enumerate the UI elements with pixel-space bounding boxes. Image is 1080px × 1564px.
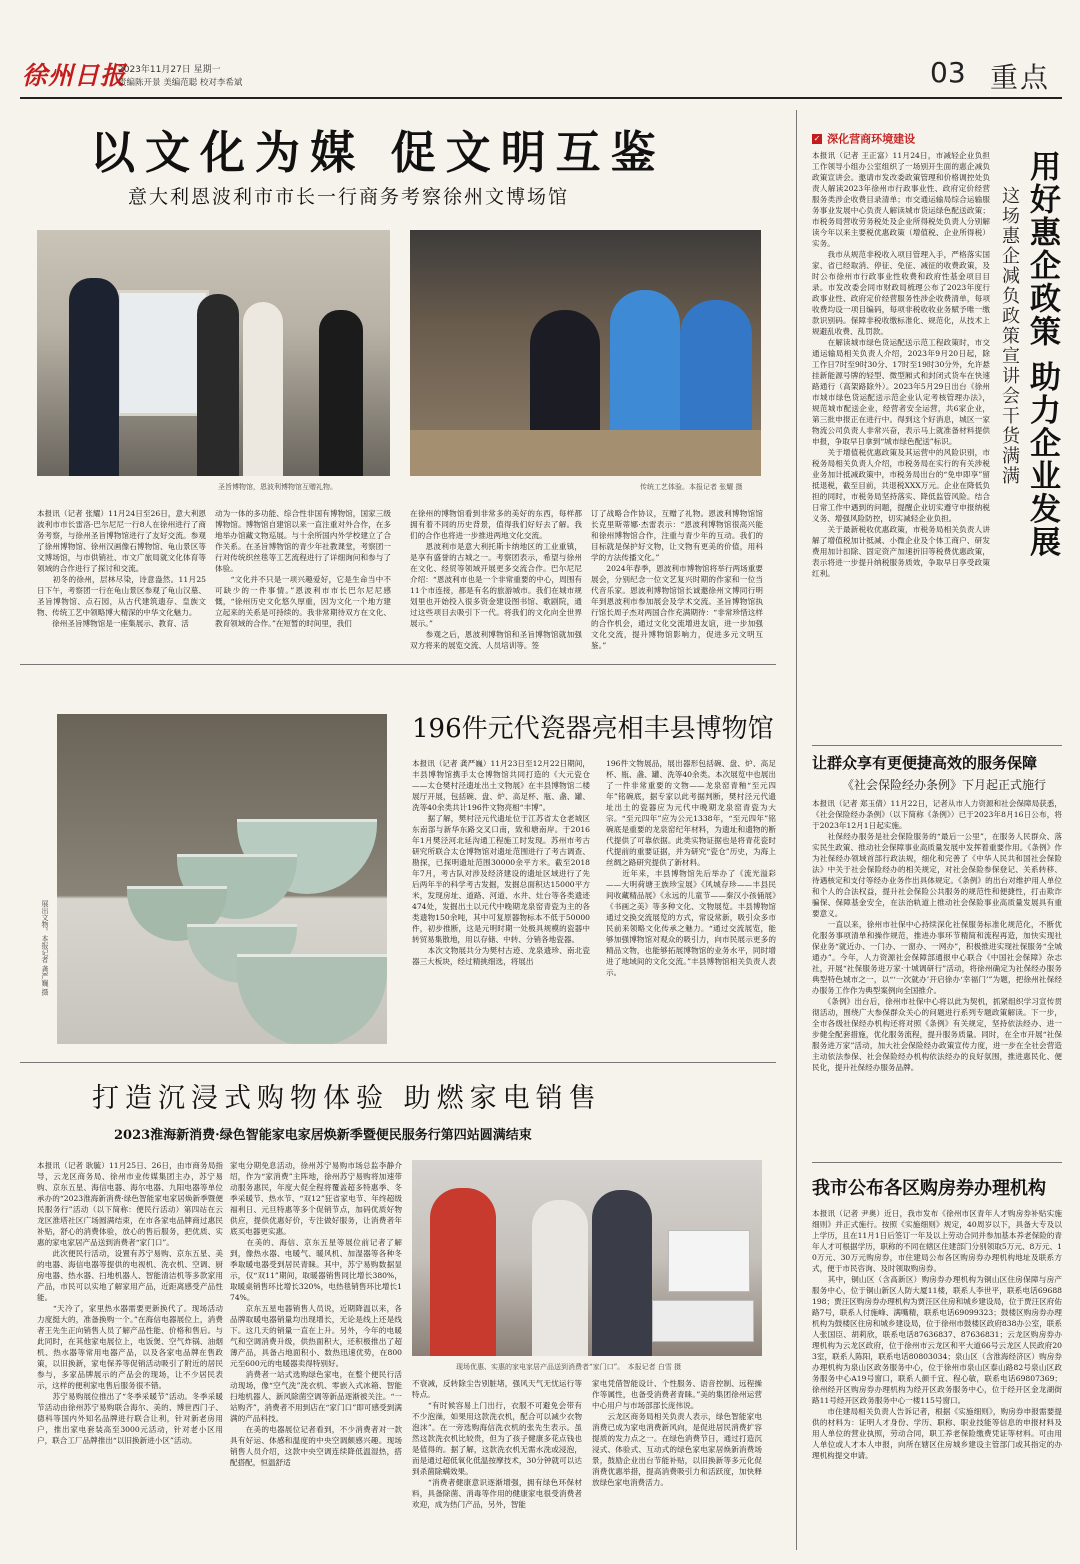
article2-photo-porcelain	[57, 714, 387, 1044]
article3-col3: 不衰减，反转除尘告别脏堵，强风天气无忧运行等特点。 “有时候容易上门出行，衣服不可避免会带有不少泡澡，如果用这款洗衣机，配合可以减少衣物泡沫”。在一旁选购海信洗衣机的张先生表示。虽然这款洗衣机比较贵，但为了孩子健康多花点钱也是值得的。据了解，这款洗衣机无需水洗或浸泡，而是通过超低氧化低温按摩技术，30分钟就可以达到杀菌除螨效果。 “消费者健康意识逐渐增强，拥有绿色环保材料，具备除菌、消毒等作用的健康家电很受消费者欢迎，成为热门产品，另外，智能	[412, 1379, 582, 1509]
article1-bottom-rule	[20, 664, 776, 665]
sidebar1-title: 用好惠企政策 助力企业发展	[1024, 150, 1060, 559]
sidebar2-title: 让群众享有更便捷高效的服务保障	[812, 754, 1038, 772]
article1-subtitle: 意大利恩波利市市长一行商务考察徐州文博场馆	[128, 186, 570, 208]
masthead	[0, 0, 1080, 96]
painting-icon	[117, 290, 209, 416]
person-figure	[430, 1188, 496, 1356]
page-number: 03	[930, 56, 966, 89]
article3-photo-shopping	[412, 1160, 762, 1356]
page-section: 重点	[990, 61, 1051, 94]
person-figure	[592, 1190, 652, 1356]
checkbox-icon: ✓	[813, 133, 821, 143]
bowl-icon	[237, 954, 387, 1044]
masthead-logo: 徐州日报	[22, 61, 127, 90]
table-surface	[410, 430, 761, 476]
sidebar1-subtitle: 这场惠企减负政策宣讲会干货满满	[999, 186, 1020, 486]
article3-col4: 家电凭借智能设计、个性服务、语音控制、远程操作等属性，也备受消费者青睐。”美的集团徐州运营中心用户与市场部部长庞伟说。 云龙区商务局相关负责人表示，绿色智能家电消费已成为家电消费新风向，是促进居民消费扩容提质的发力点之一。在绿色消费节日，通过打造沉浸式、体验式、互动式的绿色家电家居焕新消费场景，鼓励企业出台节能补贴，以旧换新等多元化促消费优惠举措，提高消费吸引力和活跃度，加快释放绿色家电消费活力。	[592, 1379, 762, 1487]
person-figure	[532, 1200, 588, 1356]
sidebar1-tag	[812, 128, 915, 147]
article2-bottom-rule	[20, 1062, 776, 1063]
person-figure	[319, 310, 363, 476]
article3-photo-caption: 现场优惠、实惠的家电家居产品送到消费者“家门口”。 本报记者 白雪 摄	[456, 1363, 682, 1371]
person-figure	[197, 294, 239, 476]
article3-subtitle: 2023淮海新消费·绿色智能家电家居焕新季暨便民服务行第四站圆满结束	[114, 1128, 532, 1143]
article2-photo-caption: 展出文物。本报记者 龚严巍 摄	[41, 900, 49, 996]
article1-photo1-caption: 圣旨博物馆，恩波利博物馆互赠礼物。	[218, 483, 337, 491]
sidebar2-body: 本报讯（记者 郑玉倩）11月22日，记者从市人力资源和社会保障局获悉，《社会保险经办条例》（以下简称《条例》）已于2023年8月16日公布，将于2023年12月1日起实施。 社保经办服务是社会保险服务的“最后一公里”，在服务人民群众、落实民生政策、推动社会保障事业高质量发展中发挥着重要作用。《条例》作为社保经办领域首部行政法规，细化和完善了《中华人民共和国社会保险法》中关于社会保险经办的相关规定，对社会保险参保登记、关系转移、待遇核定和支付等经办业务作出具体规定。《条例》的出台对维护用人单位和个人的合法权益，提升社会保险公共服务的规范性和便捷性，打击欺诈骗保、保障基金安全，在法治轨道上推动社会保险事业高质量发展具有重要意义。 一直以来，徐州市社保中心持续深化社保服务标准化规范化，不断优化服务事项清单和操作规范，推进办事环节精简和流程再造，加快实现社保业务“就近办、一门办、一窗办、一网办”，积极推进实现社保服务“全城通办”。今年，人力资源社会保障部通报中心联合《中国社会保障》杂志社，开展“社保服务进万家·十城调研行”活动，将徐州确定为社保经办服务典型特色城市之一，以“‘一次就办’开启徐办‘幸福门’”为题，把徐州社保经办服务工作作为典型案例向全国推介。 《条例》出台后，徐州市社保中心将以此为契机，抓紧组织学习宣传贯彻活动，围绕广大参保群众关心的问题进行系列专题政策解读。下一步，全市各级社保经办机构还将对照《条例》有关规定，坚持依法经办、进一步健全配套措施，优化服务流程，提升服务质量。同时，在全市开展“社保服务进万家”活动，加大社会保险经办政策宣传力度，进一步在全社会营造主动依法参保、社会保险经办机构依法经办的良好氛围，推进惠民化、便民化，提升社保经办服务品牌。	[812, 799, 1062, 1072]
sidebar3-body: 本报讯（记者 尹奥）近日，我市发布《徐州市区青年人才购房券补贴实施细则》并正式施行。按照《实施细则》规定，40周岁以下，具备大专及以上学历，且在11月1日后签订一年及以上劳动合同并参加基本养老保险的青年人才可根据学历，职称的不同在辖区住建部门分别领取5万元、8万元、10万元、30万元购房券，市住建局公布各区购房券办理机构地址及联系方式，便于市民咨询、及时领取购房券。 其中，铜山区（含高新区）购房券办理机构为铜山区住房保障与房产服务中心，位于铜山新区人防大厦11楼，联系人李世平，联系电话69688198；贾汪区购房券办理机构为贾汪区住房和城乡建设局，位于贾汪区府佑路7号，联系人付施峰、满嘴精，联系电话69099323；鼓楼区购房券办理机构为鼓楼区住房和城乡建设局，位于徐州市鼓楼区政府838办公室，联系人张国臣、胡莉欣，联系电话87636837、87636831；云龙区购房券办理机构为云龙区政府，位于徐州市云龙区和平大道66号云龙区人民政府203室，联系人陈阳，联系电话80803034；泉山区（含淮海经济区）购房券办理机构为泉山区政务服务中心，位于徐州市泉山区泰山路82号泉山区政务服务中心A19号窗口，联系人颜千宜、程心敏，联系电话69807369；徐州经开区购房券办理机构为经开区政务服务中心，位于经开区金龙湖街路11号经开区政务服务中心一楼115号窗口。 市住建局相关负责人告诉记者，根据《实施细则》，购房券申报需要提供的材料为：证明人才身份、学历、职称、职业技能等信息的申报材料及用人单位的营业执照，劳动合同，职工养老保险缴费凭证等材料。可由用人单位或人才本人申报，向所在辖区住房城乡建设主管部门或其指定的办理机构提交申请。	[812, 1209, 1062, 1460]
article1-photo-craft-experience	[410, 230, 761, 476]
article1-col4: 订了战略合作协议，互赠了礼物。恩波利博物馆馆长克里斯蒂娜·杰雷表示：“恩波利博物馆很高兴能和徐州博物馆合作，注重与青少年的互动。我们的目标就是保护好文物，让文物有更美的价值，用科学的方法传播文化。” 2024年春季，恩波利市博物馆将举行两场重要展会，分别纪念一位文艺复兴时期的作家和一位当代音乐家。恩波利博物馆馆长诚邀徐州文博同行明年到恩波利市参加展会及学术交流。圣旨博物馆执行馆长周子杰对两国合作充满期待：“非常珍惜这样的合作机会，通过文化交流增进友谊，进一步加强文化交流，提升博物馆影响力，促进多元文明互鉴。”	[591, 509, 763, 650]
sidebar2-subtitle: 《社会保险经办条例》下月起正式施行	[842, 778, 1047, 792]
masthead-editors: 责编陈开景 美编范聪 校对李希斌	[118, 78, 243, 88]
article2-col1: 本报讯（记者 龚严巍）11月23日至12月22日期间，丰县博物馆携手太仓博物馆共同打造的《大元瓷仓——太仓樊村泾遗址出土文物展》在丰县博物馆二楼展厅开展，包括碗、盘、炉、高足杯、瓶、盏、罐、洗等40余类共计196件文物亮相“丰博”。 据了解，樊村泾元代遗址位于江苏省太仓老城区东南部与新华东路交叉口南，致和塘南岸。于2016年1月樊泾河北延沟通工程施工时发现。苏州市考古研究所联合太仓博物馆对遗址范围进行了考古调查、勘探，已探明遗址范围30000余平方米。截至2018年7月，考古队对涉及经济建设的遗址区域进行了先后两年半的科学考古发掘，发掘总面积达15000平方米，发现房址、道路、河道、水井、灶台等各类遗迹474处，发掘出土以元代中晚期龙泉窑青瓷为主的各类遗物150余吨，其中可复原器物标本不低于50000件，初步推断，这是元明时期一处极具规模的瓷器中转贸易集散地，用以存储、中转、分销各地瓷器。 本次文物展共分为樊村古迹、龙泉遗珍、南北瓷器三大板块，经过精挑细选，将展出	[412, 759, 590, 966]
article1-col3: 在徐州的博物馆看到非常多的美好的东西，每样都拥有着不同的历史背景，值得我们好好去了解。我们的合作也将进一步推进两地文化交流。 恩波利市是意大利托斯卡纳地区的工业重镇，是享有盛誉的古城之一。考察团表示，希望与徐州在文化、经贸等领域开展更多交流合作。巴尔尼尼介绍：“恩波利市也是一个非常重要的中心，周围有11个市连接，都是有名的旅游城市。我们在城市规划里也开始投入很多资金建设图书馆、歌剧院，通过这些项目去吸引下一代。将我们的文化向全世界展示。” 参观之后，恩波利博物馆和圣旨博物馆就加强双方将来的展览交流、人员培训等。签	[410, 509, 582, 650]
masthead-date: 2023年11月27日 星期一	[118, 65, 221, 75]
sidebar2-bottom-rule	[812, 1162, 1062, 1163]
article3-title: 打造沉浸式购物体验 助燃家电销售	[92, 1083, 602, 1114]
sidebar-divider	[796, 110, 797, 1550]
appliance-icon	[668, 1230, 750, 1292]
sidebar3-title: 我市公布各区购房券办理机构	[812, 1178, 1046, 1199]
article1-photo-gift-exchange	[37, 230, 390, 476]
sidebar1-bottom-rule	[812, 745, 1062, 746]
appliance-icon	[652, 1300, 754, 1342]
article1-col1: 本报讯（记者 张耀）11月24日至26日，意大利恩波利市市长雷洛·巴尔尼尼一行8人在徐州进行了商务考察，与徐州圣旨博物馆进行了友好交流。参观了徐州博物馆、徐州汉画像石博物馆、龟山景区等文博场馆，与市供销社、市文广旅局就文化体育等领域的合作进行了探讨和交流。 初冬的徐州，层林尽染，诗意盎然。11月25日下午，考察团一行在龟山景区参观了龟山汉墓、圣旨博物馆、点石园，从古代建筑遗存、皇族文物、传统工艺中领略博大精深的中华文化魅力。 徐州圣旨博物馆是一座集展示、教育、活	[37, 509, 206, 628]
article2-col2: 196件文物展品，展出器形包括碗、盘、炉、高足杯、瓶、盏、罐、洗等40余类。本次展览中也展出了一件非常重要的文物——龙泉窑青釉“至元四年”铭碗底，据专家以此考据判断，樊村泾元代遗址出土的瓷器应为元代中晚期龙泉窑青瓷为大宗。“至元四年”应为公元1338年，“至元四年”铭碗底是重要的龙泉窑纪年材料，为遗址和遗物的断代提供了可靠依据。此类实物证据也是将青花瓷时代提前的重要证据，并为研究“瓷仓”历史，为海上丝绸之路研究提供了新材料。 近年来，丰县博物馆先后举办了《流光溢彩——大明荷塘王族珍宝展》《风城存珍——丰县民间收藏精品展》《永远的儿童节——秦汉小孩俑展》《书画之美》等多种文化、文物展览。丰县博物馆通过交换交流展览的方式，常设常新，吸引众多市民前来领略文化传承之魅力。“通过交流展览，能够加强博物馆对观众的吸引力，向市民展示更多的精品文物，也能够拓展博物馆的业务水平，同时增进了地域间的文化交流。”丰县博物馆相关负责人表示。	[606, 759, 776, 977]
article3-col1: 本报讯（记者 耿毓）11月25日、26日，由市商务局指导，云龙区商务局、徐州市业传媒集团主办，苏宁易购、京东五星、海信电器、海尔电器、九阳电器等单位承办的“2023淮海新消费·绿色智能家电家居焕新季暨便民服务行”活动（以下简称：便民行活动）第四站在云龙区淮塔社区广场圆满结束，在市各家电品牌商过惠民补贴，舒心的消费体验，放心的售后服务，把优质、实惠的家电家居产品送到消费者“家门口”。 此次便民行活动，设置有苏宁易购、京东五星、美的电器、海信电器等提供的电视机、洗衣机、空调、厨房电器、热水器、扫地机器人、智能清洁机等多款家用产品，市民可以实地了解家用产品，近距离感受产品性能。 “天冷了，家里热水器需要更新换代了。现场活动力度挺大的，准备换购一个。”在海信电器展位上，消费者王先生正向销售人员了解产品性能、价格和售后。与此同时，在其他家电展位上，电饭煲、空气炸锅、油烟机、热水器等常用电器产品，以及各家电品牌在售政策，以旧换新，家电保养等促销活动吸引了附近的居民参与，多家品牌展示的产品会的现场，让不少居民表示，这样的便利家电售后服务很不错。 苏宁易购展位推出了“冬季采暖节”活动。冬季采暖节活动由徐州苏宁易购联合海尔、美的、博世西门子、德科等国内外知名品牌进行联合让利，针对新老房用户，推出家电套装高至3000元活动，针对老小区用户，联合工厂品牌推出“以旧换新进小区”活动。	[37, 1161, 223, 1445]
article3-col2: 家电分期免息活动，徐州苏宁易购市场总监李静介绍，作为“家消费”主阵地，徐州苏宁易购将加速带动服务惠民，年度大促全程将覆盖超多特惠季、冬季采暖节、热水节、“双12”狂省家电节、年终超级福利日、元旦特惠等多个促销节点，加码优质好物供应，提供优惠好价，专注做好服务，让消费者年底买电器更实惠。 在美的、海信、京东五星等展位前记者了解到，像热水器、电暖气、暖风机、加湿器等各种冬季取暖电器受到居民青睐。其中，苏宁易购数据显示，仅“双11”期间，取暖器销售同比增长380%，取暖桌销售环比增长320%，电热毯销售环比增长174%。 京东五星电器销售人员说，近期降温以来，各品牌取暖电器销量均出现增长，无论是线上还是线下。这几天的销量一直在上升。另外，今年的电暖气和空调消费升级，供热面积大，还积极推出了超薄产品，具备占地面积小、数热迅速优势，在800元至600元的电暖器卖得特别好。 消费者一站式选购绿色家电，在整个便民行活动现场，像“空气洗”洗衣机、零嵌入式冰箱、智能扫地机器人、新风除菌空调等新品逐渐被关注。“一站购齐”，消费者不用到店在“家门口”即可感受到满满的产品科技。 在美的电器展位记者看到，不少消费者对一款具有好运、体感和温度的中央空调颇感兴趣。现场销售人员介绍，这款中央空调连续降低温湿热，搭配搭配，恒温舒适	[230, 1161, 402, 1467]
article1-photo2-caption: 传统工艺体验。本报记者 张耀 摄	[640, 483, 743, 491]
masthead-rule	[20, 97, 1062, 99]
article1-title: 以文化为媒 促文明互鉴	[90, 126, 666, 179]
article2-title: 196件元代瓷器亮相丰县博物馆	[412, 714, 774, 744]
sidebar1-tag-label: 深化营商环境建设	[827, 132, 916, 146]
sidebar1-body: 本报讯（记者 王正富）11月24日，市减轻企业负担工作领导小组办公室组织了一场别开生面的惠企减负政策宣讲会。邀请市发改委政策管理和价格调控处负责人解读2023年徐州市行政事业性、政府定价经营服务类涉企收费目录清单；市交通运输局综合运输服务事业发展中心负责人解读城市货运绿色配送政策；市税务局营收劳务税处及企业所得税处负责人分别解读今年以来主要税优惠政策（增值税、企业所得税）实务。 我市从规范非税收入项目管理入手，严格落实国家、省已经取消、停征、免征、减征的收费政策，及时公布徐州市行政事业性收费和政府性基金项目目录。市发改委会同市财政局梳理公布了2023年度行政事业性、政府定价经营服务性涉企收费清单，每项收费均设一项目编码，每项非税收收业务赋予唯一缴款识别码。保障非税收缴标准化、规范化，从技术上规避乱收费、乱罚款。 在解读城市绿色货运配送示范工程政策时，市交通运输局相关负责人介绍，2023年9月20日起，除工作日7时至9时30分、17时至19时30分外，允许悬挂新能源号牌的轻型、微型厢式和封闭式货车在快速路通行（高架路除外）。2023年5月29日出台《徐州市城市绿色货运配送示范企业认定考核管理办法》，规范城市配送企业，经营者安全运营，共6家企业，第三批申报正在进行中。得到这个好消息，城区一家物流公司负责人非常兴奋，表示马上就准备材料提供申报，争取早日拿到“城市绿色配送”标识。 关于增值税优惠政策及其运营中的风险识别，市税务局相关负责人介绍，市税务局在实行的有关涉税业务加计抵减政策中，市税务局出台的“免申即享”留抵退税，截至目前，共退税XXX万元。企业在降低负担的同时，市税务局坚持落实、降低监管风险。结合日常工作中遇到的问题，提醒企业切实遵守申报纳税义务、增强风险防控，切实减轻企业负担。 关于最新税收优惠政策，市税务局相关负责人讲解了增值税加计抵减、小微企业及个体工商户、研发费用加计扣除、固定资产加速折旧等税费优惠政策，表示将进一步提升纳税服务质效，争取早日享受政策红利。	[812, 151, 990, 578]
person-figure	[69, 278, 119, 476]
article1-col2: 动为一体的多功能、综合性非国有博物馆，国家三级博物馆。博物馆自建馆以来一直注重对外合作，在多地举办馆藏文物巡展。与十余所国内外学校建立了合作关系。在圣旨博物馆的青少年社教课堂，考察团一行对传统织丝毯等工艺流程进行了详细询问和参与了体验。 “文化并不只是一项兴趣爱好，它是生命当中不可缺少的一件事情。”恩波利市市长巴尔尼尼感慨，“徐州历史文化悠久厚重，因为文化一个地方建立起来的关系是可持续的。我非常期待双方在文化、教育领域的合作。”在短暂的时间里，我们	[215, 509, 391, 628]
person-figure	[243, 302, 283, 476]
